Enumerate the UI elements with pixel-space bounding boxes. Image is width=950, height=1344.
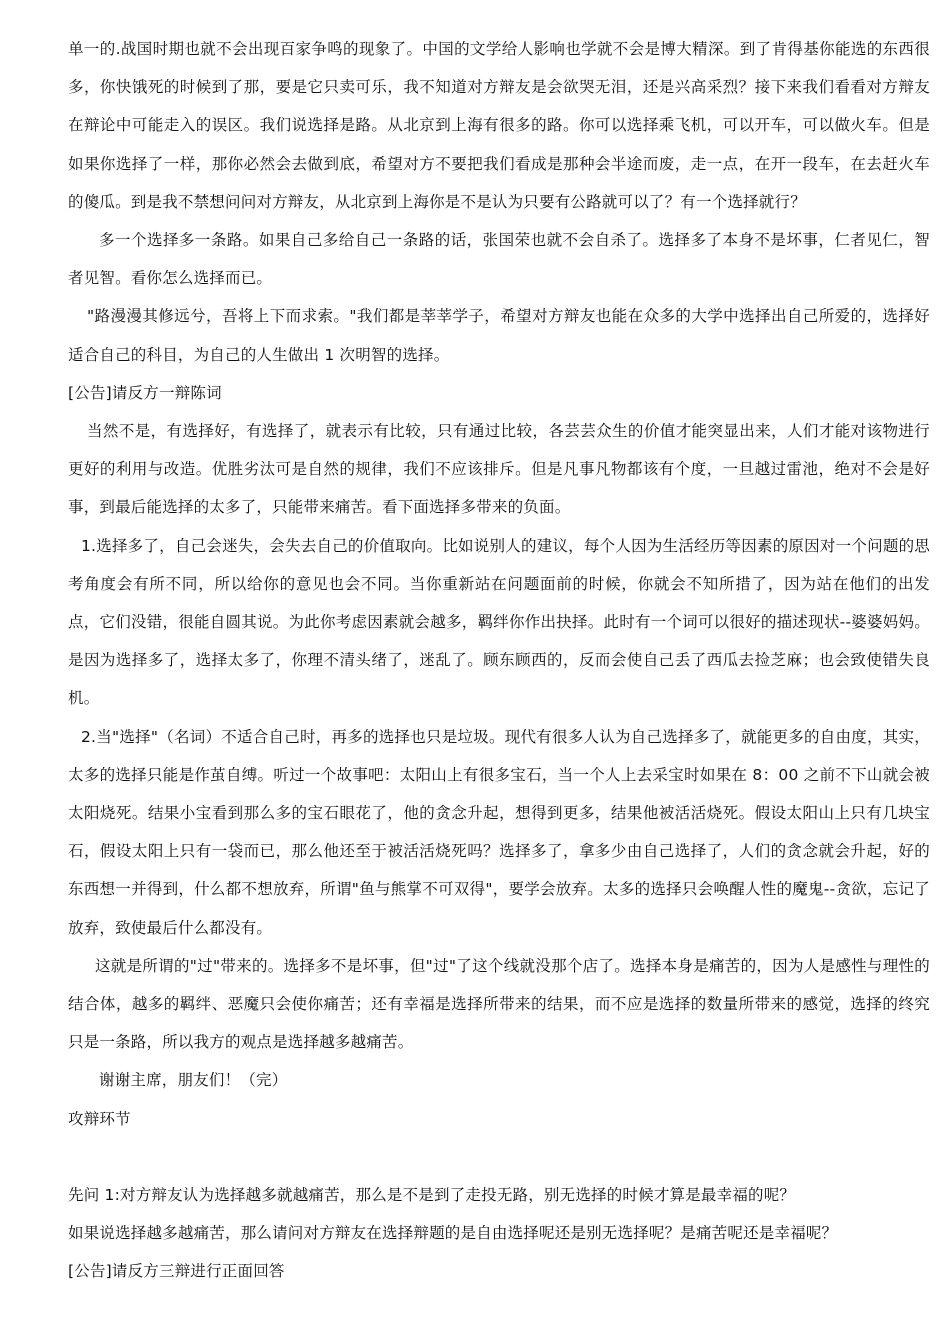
question-followup: 如果说选择越多越痛苦，那么请问对方辩友在选择辩题的是自由选择呢还是别无选择呢？是痛苦呢还是幸福呢？ (68, 1224, 838, 1243)
paragraph-conclusion: 这就是所谓的"过"带来的。选择多不是坏事，但"过"了这个线就没那个店了。选择本身是痛苦的，因为人是感性与理性的结合体，越多的羁绊、恶魔只会使你痛苦；还有幸福是选择所带来的结果，而不应是选择的数量所带来的感觉，选择的终究只是一条路，所以我方的观点是选择越多越痛苦。 (68, 956, 930, 1052)
announcement-first-con-speaker: [公告]请反方一辩陈词 (68, 383, 222, 402)
section-heading-cross-examination: 攻辩环节 (68, 1109, 131, 1128)
paragraph-point-1: 1.选择多了，自己会迷失，会失去自己的价值取向。比如说别人的建议，每个人因为生活经历等因素的原因对一个问题的思考角度会有所不同，所以给你的意见也会不同。当你重新站在问题面前的时候，你就会不知所措了，因为站在他们的出发点，它们没错，很能自圆其说。为此你考虑因素就会越多，羁绊你作出抉择。此时有一个词可以很好的描述现状--婆婆妈妈。是因为选择多了，选择太多了，你理不清头绪了，迷乱了。顾东顾西的，反而会使自己丢了西瓜去捡芝麻；也会致使错失良机。 (68, 536, 930, 708)
paragraph-point-2: 2.当"选择"（名词）不适合自己时，再多的选择也只是垃圾。现代有很多人认为自己选择多了，就能更多的自由度，其实，太多的选择只能是作茧自缚。听过一个故事吧：太阳山上有很多宝石，当一个人上去采宝时如果在 8：00 之前不下山就会被太阳烧死。结果小宝看到那么多的宝石眼花了，他的贪念升起，想得到更多，结果他被活活烧死。假设太阳山上只有几块宝石，假设太阳上只有一袋而已，那么他还至于被活活烧死吗？选择多了，拿多少由自己选择了，人们的贪念就会升起，好的东西想一并得到，什么都不想放弃，所谓"鱼与熊掌不可双得"，要学会放弃。太多的选择只会唤醒人性的魔鬼--贪欲，忘记了放弃，致使最后什么都没有。 (68, 727, 930, 937)
paragraph-con-opening: 当然不是，有选择好，有选择了，就表示有比较，只有通过比较，各芸芸众生的价值才能突显出来，人们才能对该物进行更好的利用与改造。优胜劣汰可是自然的规律，我们不应该排斥。但是凡事凡物都该有个度，一旦越过雷池，绝对不会是好事，到最后能选择的太多了，只能带来痛苦。看下面选择多带来的负面。 (68, 422, 930, 517)
paragraph-quote: "路漫漫其修远兮，吾将上下而求索。"我们都是莘莘学子，希望对方辩友也能在众多的大学中选择出自己所爱的，选择好适合自己的科目，为自己的人生做出 1 次明智的选择。 (68, 307, 930, 364)
question-1: 先问 1:对方辩友认为选择越多就越痛苦，那么是不是到了走投无路，别无选择的时候才算是最幸福的呢？ (68, 1185, 796, 1204)
announcement-third-con-speaker: [公告]请反方三辩进行正面回答 (68, 1262, 285, 1281)
paragraph-thanks: 谢谢主席，朋友们！（完） (99, 1071, 288, 1090)
paragraph-choice-paths: 单一的.战国时期也就不会出现百家争鸣的现象了。中国的文学给人影响也学就不会是博大精深。到了肯得基你能选的东西很多，你快饿死的时候到了那，要是它只卖可乐，我不知道对方辩友是会欲哭无泪，还是兴高采烈？接下来我们看看对方辩友在辩论中可能走入的误区。我们说选择是路。从北京到上海有很多的路。你可以选择乘飞机，可以开车，可以做火车。但是如果你选择了一样，那你必然会去做到底，希望对方不要把我们看成是那种会半途而废，走一点，在开一段车，在去赶火车的傻瓜。到是我不禁想问问对方辩友，从北京到上海你是不是认为只要有公路就可以了？有一个选择就行？ (68, 40, 930, 211)
paragraph-one-more-choice: 多一个选择多一条路。如果自己多给自己一条路的话，张国荣也就不会自杀了。选择多了本身不是坏事，仁者见仁，智者见智。看你怎么选择而已。 (68, 231, 930, 288)
blank-line (68, 1138, 930, 1176)
document-page (68, 30, 930, 1291)
